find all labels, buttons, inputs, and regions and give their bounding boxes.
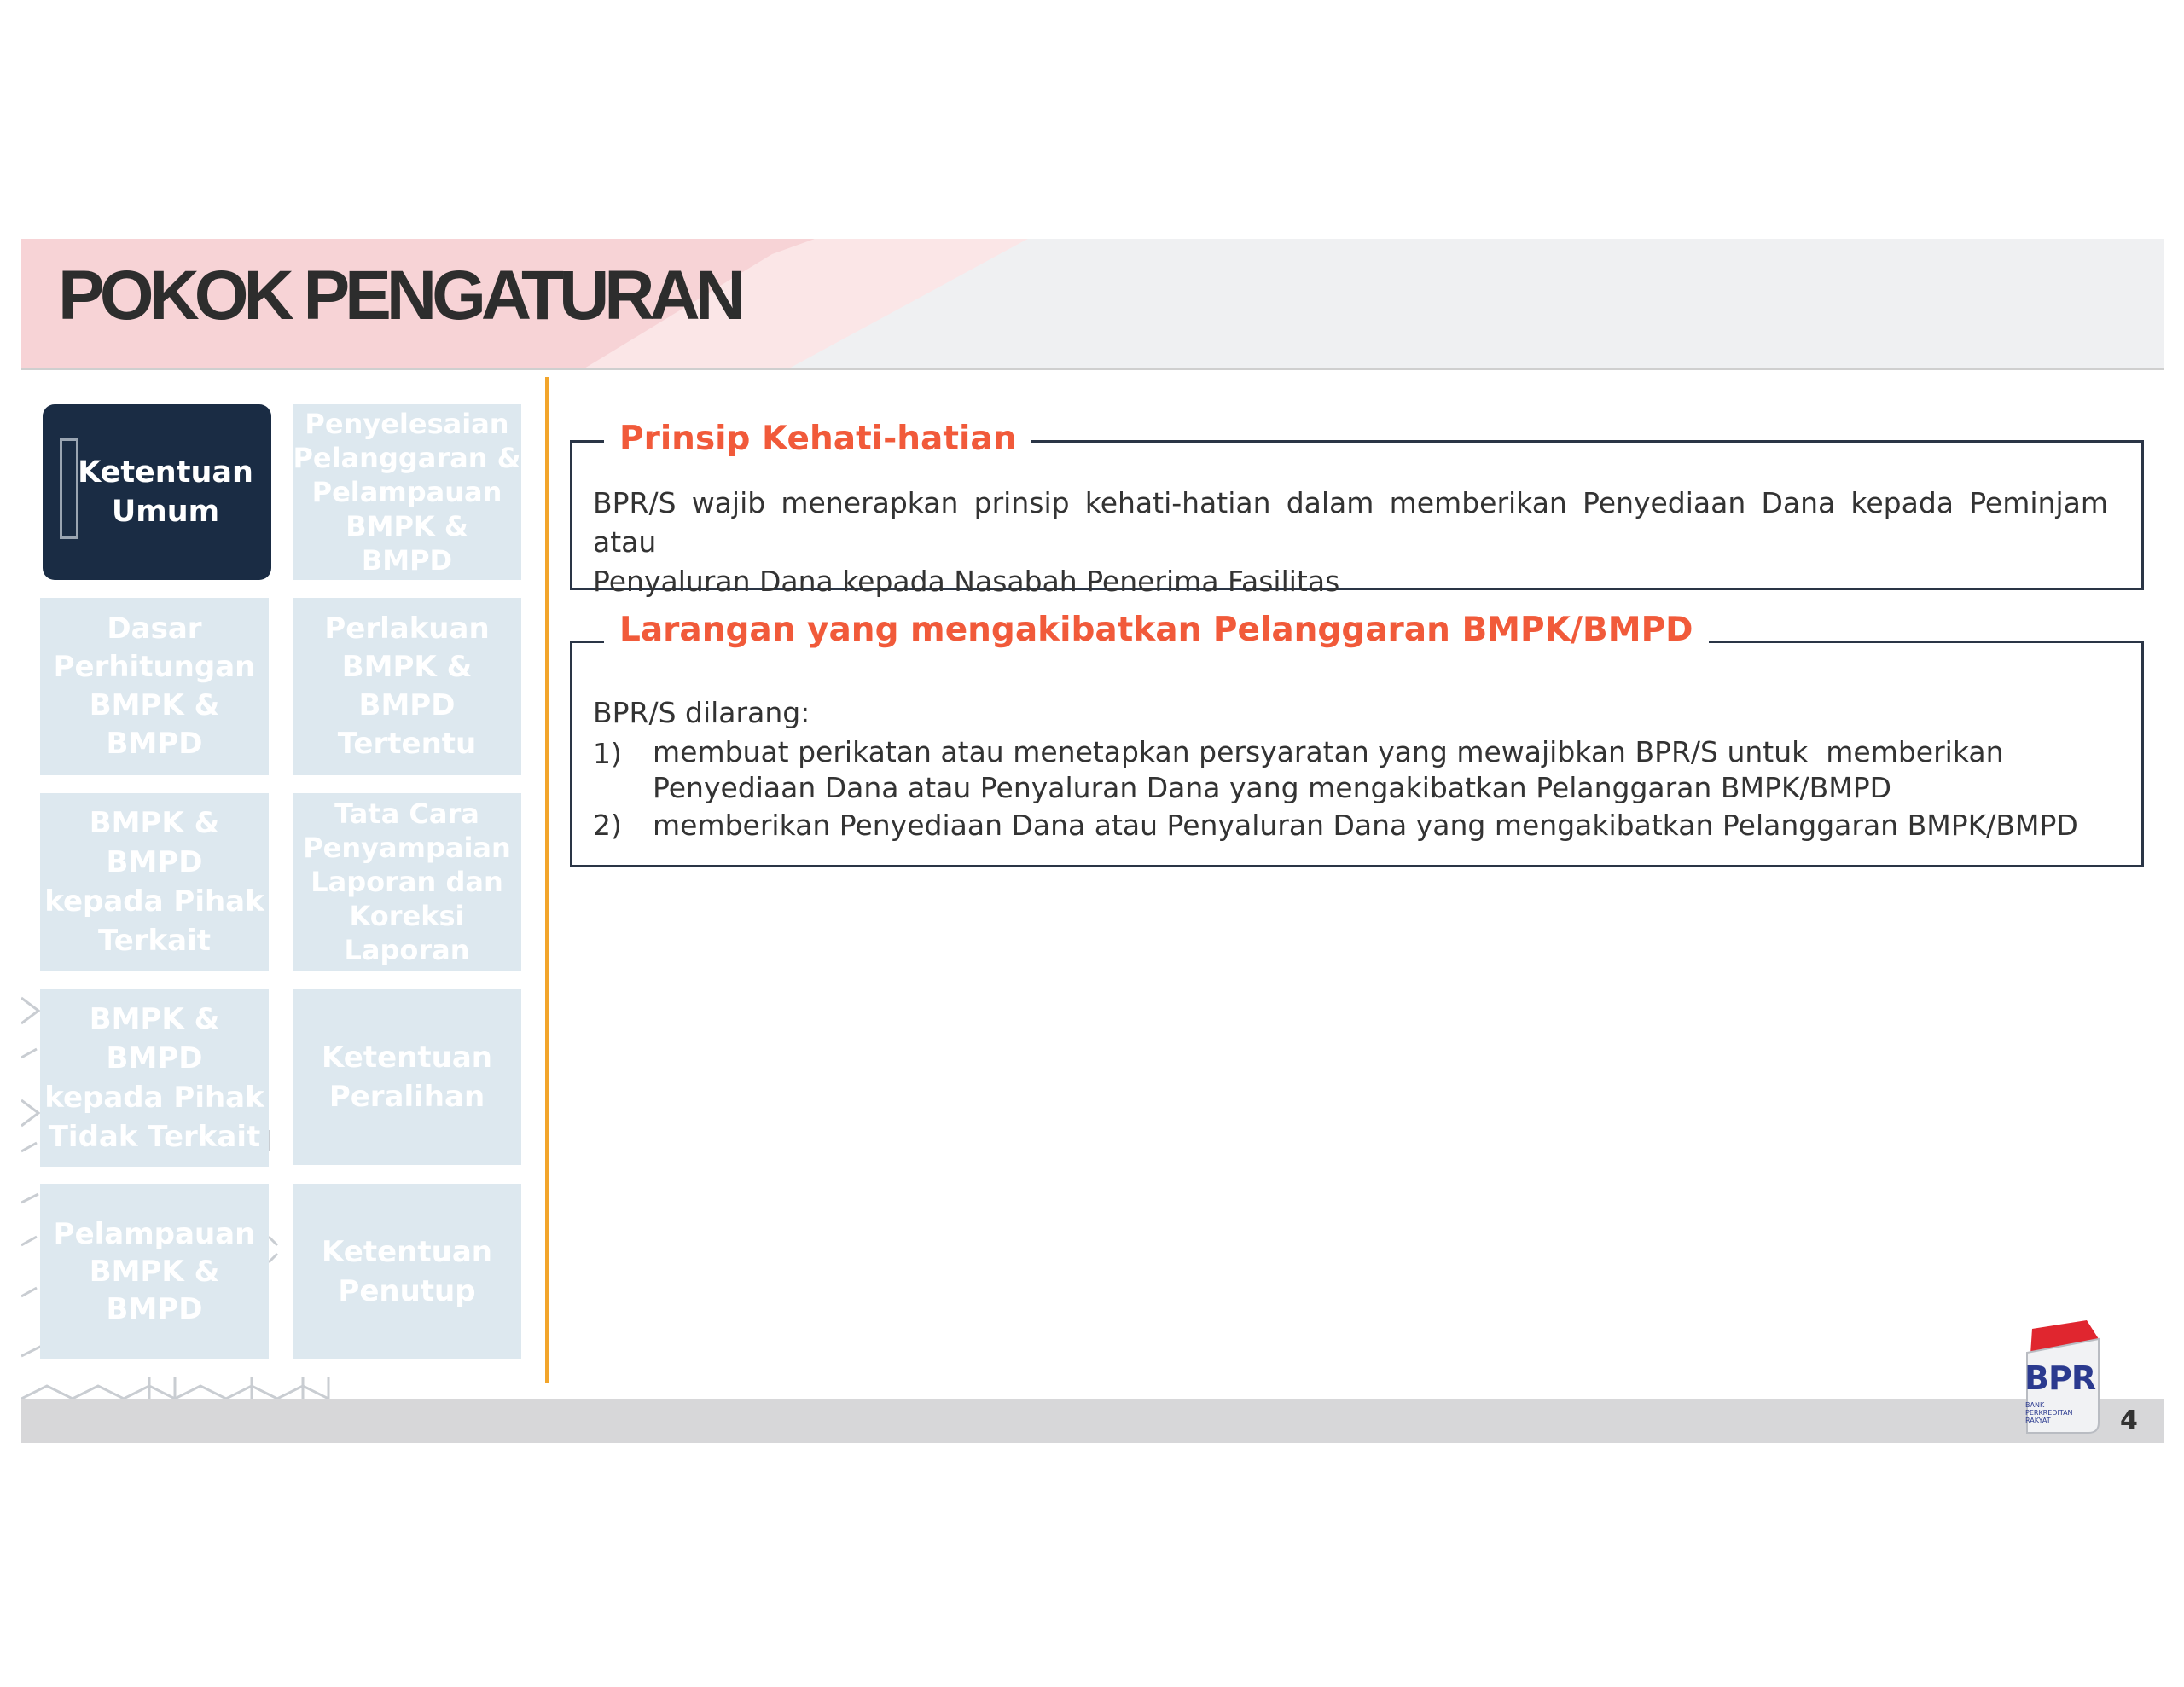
paragraph-line: BPR/S wajib menerapkan prinsip kehati-hatian dalam memberikan Penyediaan Dana kepada Peminjam atau — [593, 486, 2108, 559]
list-text: membuat perikatan atau menetapkan persyaratan yang mewajibkan BPR/S untuk memberikan Penyediaan Dana atau Penyaluran Dana yang mengakibatkan Pelanggaran BMPK/BMPD — [653, 735, 2004, 804]
page-number: 4 — [2120, 1406, 2138, 1435]
tile-label: Perlakuan BMPK & BMPD Tertentu — [324, 612, 490, 761]
tab-pelampauan-bmpk[interactable] — [40, 1184, 269, 1359]
tab-ketentuan-peralihan[interactable] — [293, 989, 521, 1165]
intro-text: BPR/S dilarang: — [593, 696, 810, 729]
header-underline — [21, 368, 2164, 370]
page-title: POKOK PENGATURAN — [58, 257, 741, 334]
footer-bar — [21, 1399, 2164, 1443]
tile-label: Tata Cara Penyampaian Laporan dan Koreksi Laporan — [303, 797, 511, 966]
tile-label: BMPK & BMPD kepada Pihak Terkait — [44, 806, 264, 958]
tab-ketentuan-penutup[interactable] — [293, 1184, 521, 1359]
tile-label: Penyelesaian Pelanggaran & Pelampauan BMPK & BMPD — [293, 408, 521, 577]
tile-label: BMPK & BMPD kepada Pihak Tidak Terkait — [44, 1002, 264, 1154]
list-text: memberikan Penyediaan Dana atau Penyaluran Dana yang mengakibatkan Pelanggaran BMPK/BMPD — [653, 809, 2078, 842]
paragraph-line: Penyaluran Dana kepada Nasabah Penerima Fasilitas — [593, 565, 1340, 598]
tile-label: Dasar Perhitungan BMPK & BMPD — [53, 612, 256, 761]
list-number: 1) — [593, 737, 622, 770]
tile-label: Ketentuan Penutup — [322, 1235, 492, 1308]
tab-penyelesaian-pelanggaran[interactable] — [293, 404, 521, 580]
tab-ketentuan-umum[interactable] — [43, 404, 271, 580]
tab-bmpk-pihak-terkait[interactable] — [40, 793, 269, 971]
logo-subtitle: BANK PERKREDITAN RAKYAT — [2025, 1401, 2073, 1424]
list-number: 2) — [593, 809, 622, 842]
logo-wordmark: BPR — [2024, 1359, 2096, 1397]
section-prinsip-title: Prinsip Kehati-hatian — [604, 420, 1031, 458]
section-prinsip-body — [593, 484, 2108, 601]
list-item — [593, 734, 2129, 806]
list-item — [593, 806, 2129, 845]
tile-label: Ketentuan Umum — [78, 455, 253, 529]
tab-perlakuan-bmpk[interactable] — [293, 598, 521, 775]
vertical-divider — [545, 377, 549, 1383]
tile-label: Pelampauan BMPK & BMPD — [53, 1217, 256, 1326]
tile-label: Ketentuan Peralihan — [322, 1041, 492, 1114]
tab-bmpk-pihak-tidak-terkait[interactable] — [40, 989, 269, 1167]
tab-dasar-perhitungan[interactable] — [40, 598, 269, 775]
active-indicator — [60, 438, 78, 539]
section-larangan-body — [593, 693, 2129, 845]
section-larangan-title: Larangan yang mengakibatkan Pelanggaran BMPK/BMPD — [604, 611, 1709, 649]
tab-tata-cara-penyampaian[interactable] — [293, 793, 521, 971]
